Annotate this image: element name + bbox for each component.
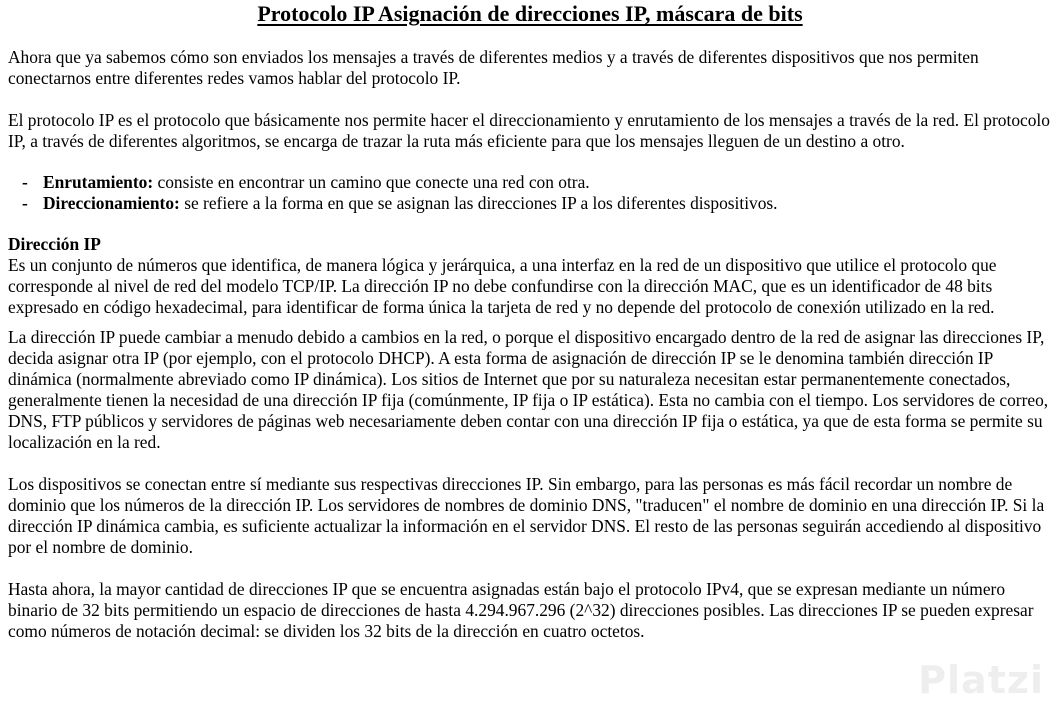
- list-item: [22, 172, 1052, 193]
- section-heading: Dirección IP: [8, 234, 101, 254]
- ipv4-paragraph: Hasta ahora, la mayor cantidad de direcciones IP que se encuentra asignadas están bajo el protocolo IPv4, que se expresan mediante un número binario de 32 bits permitiendo un espacio de direcciones de hasta 4.294.967.296 (2^32) direcciones posibles. Las direcciones IP se pueden expresar como números de notación decimal: se dividen los 32 bits de la dirección en cuatro octetos.: [8, 579, 1034, 641]
- watermark-logo: Platzi: [918, 658, 1044, 702]
- intro-paragraph: Ahora que ya sabemos cómo son enviados los mensajes a través de diferentes medios y a través de diferentes dispositivos que nos permiten conectarnos entre diferentes redes vamos hablar del protocolo IP.: [8, 47, 979, 88]
- list-item: [22, 193, 1052, 214]
- document-page: [8, 0, 1052, 642]
- definition-list: [8, 172, 1052, 214]
- page-title: Protocolo IP Asignación de direcciones IP, máscara de bits: [257, 1, 803, 26]
- definition-text: se refiere a la forma en que se asignan las direcciones IP a los diferentes dispositivos.: [179, 193, 778, 213]
- protocol-paragraph: El protocolo IP es el protocolo que básicamente nos permite hacer el direccionamiento y enrutamiento de los mensajes a través de la red. El protocolo IP, a través de diferentes algoritmos, se encarga de trazar la ruta más eficiente para que los mensajes lleguen de un destino a otro.: [8, 110, 1050, 151]
- definition-term: Enrutamiento:: [43, 172, 154, 192]
- dns-paragraph: Los dispositivos se conectan entre sí mediante sus respectivas direcciones IP. Sin embargo, para las personas es más fácil recordar un nombre de dominio que los números de la dirección IP. Los servidores de nombres de dominio DNS, "traducen" el nombre de dominio en una dirección IP. Si la dirección IP dinámica cambia, es suficiente actualizar la información en el servidor DNS. El resto de las personas seguirán accediendo al dispositivo por el nombre de dominio.: [8, 474, 1045, 557]
- bullet-dash: -: [22, 172, 28, 192]
- dynamic-ip-paragraph: La dirección IP puede cambiar a menudo debido a cambios en la red, o porque el dispositivo encargado dentro de la red de asignar las direcciones IP, decida asignar otra IP (por ejemplo, con el protocolo DHCP). A esta forma de asignación de dirección IP se le denomina también dirección IP dinámica (normalmente abreviado como IP dinámica). Los sitios de Internet que por su naturaleza necesitan estar permanentemente conectados, generalmente tienen la necesidad de una dirección IP fija (comúnmente, IP fija o IP estática). Esta no cambia con el tiempo. Los servidores de correo, DNS, FTP públicos y servidores de páginas web necesariamente deben contar con una dirección IP fija o estática, ya que de esta forma se permite su localización en la red.: [8, 327, 1049, 452]
- definition-text: consiste en encontrar un camino que conecte una red con otra.: [153, 172, 590, 192]
- definition-term: Direccionamiento:: [43, 193, 180, 213]
- ip-definition-paragraph: Es un conjunto de números que identifica, de manera lógica y jerárquica, a una interfaz en la red de un dispositivo que utilice el protocolo que corresponde al nivel de red del modelo TCP/IP. La dirección IP no debe confundirse con la dirección MAC, que es un identificador de 48 bits expresado en código hexadecimal, para identificar de forma única la tarjeta de red y no depende del protocolo de conexión utilizado en la red.: [8, 255, 997, 317]
- bullet-dash: -: [22, 193, 28, 213]
